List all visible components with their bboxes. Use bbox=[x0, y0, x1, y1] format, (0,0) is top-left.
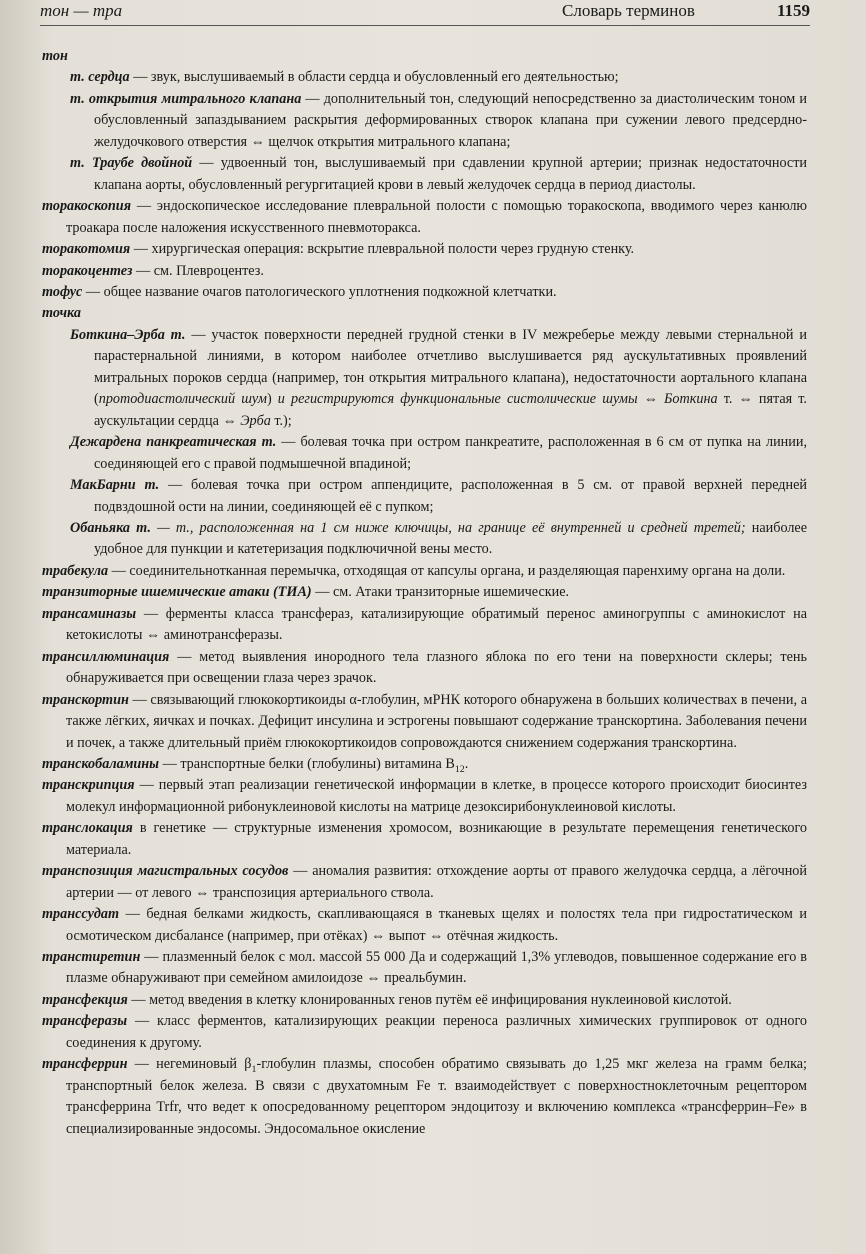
headword: транстиретин bbox=[42, 949, 141, 966]
definition: — ферменты класса трансфераз, катализирующие обратимый перенос аминогруппы с аминокислот на кетокислоты ⇔ аминотрансферазы. bbox=[66, 605, 807, 644]
running-header bbox=[40, 0, 810, 24]
definition: т.); bbox=[270, 412, 292, 429]
header-rule bbox=[40, 25, 810, 26]
definition: — участок поверхности передней грудной стенки в IV межреберье между левыми стернальной и парастернальной линиями, в котором наиболее отчетливо выслушивается ряд аускультативных проявлений митральных пороков сердца (например, тон открытия митрального клапана), недостаточности аортального клапана ( bbox=[94, 326, 807, 408]
definition: — бедная белками жидкость, скапливающаяся в тканевых щелях и полостях тела при гидростатическом и осмотическом дисбалансе (например, при отёках) ⇔ выпот ⇔ отёчная жидкость. bbox=[66, 906, 807, 944]
entry-transsudat bbox=[42, 904, 807, 947]
subscript: 12 bbox=[454, 763, 465, 775]
definition: — транспортные белки (глобулины) витамина B bbox=[159, 755, 455, 772]
headword: транскортин bbox=[42, 691, 129, 708]
definition: — класс ферментов, катализирующих реакции переноса различных химических группировок от одного соединения к другому. bbox=[66, 1013, 807, 1051]
headword: трабекула bbox=[42, 562, 109, 579]
entry-tochka bbox=[42, 303, 807, 324]
definition: — метод введения в клетку клонированных генов путём её инфицирования нуклеиновой кислотой. bbox=[127, 991, 732, 1008]
definition: — эндоскопическое исследование плевральной полости с помощью торакоскопа, вводимого через канюлю троакара после наложения искусственного пневмоторакса. bbox=[66, 198, 807, 236]
sub-headword: т. открытия митрального клапана bbox=[70, 90, 302, 107]
subscript: 1 bbox=[251, 1064, 257, 1076]
headword: транскрипция bbox=[42, 777, 135, 794]
sub-headword: т. сердца bbox=[70, 69, 130, 86]
headword: транскобаламины bbox=[42, 755, 160, 772]
entry-transkripciya bbox=[42, 775, 807, 818]
entry-transferazy bbox=[42, 1011, 807, 1054]
sub-headword: т. Траубе двойной bbox=[70, 155, 193, 172]
headword: торакоцентез bbox=[42, 262, 133, 279]
definition-italic: протодиастолический шум bbox=[98, 391, 267, 408]
definition-italic: — т., расположенная на 1 см ниже ключицы, на границе её внутренней и средней третей; bbox=[150, 519, 746, 536]
definition: . bbox=[464, 755, 469, 772]
definition: — аномалия развития: отхождение аорты от правого желудочка сердца, а лёгочной артерии — от левого ⇔ транспозиция артериального ствола. bbox=[66, 863, 807, 901]
headword: трансферазы bbox=[42, 1013, 128, 1030]
cross-reference: Эрба bbox=[240, 412, 271, 429]
entry-transpoziciya bbox=[42, 861, 807, 904]
entry-tofus bbox=[42, 282, 807, 303]
definition: — связывающий глюкокортикоиды α-глобулин, мРНК которого обнаружена в больших количествах в печени, а также лёгких, яичках и почках. Дефицит инсулина и эстрогены повышают содержание транскортина. Заболевания печени и почек, а также длительный приём глюкокортикоидов сопровождаются снижением содержания транскортина. bbox=[66, 691, 807, 751]
definition-italic: и регистрируются функциональные систолические шумы bbox=[277, 391, 638, 408]
entry-ton bbox=[42, 46, 807, 67]
definition: — метод выявления инородного тела глазного яблока по его тени на поверхности склеры; тень обнаруживается при освещении глаза через зрачок. bbox=[66, 648, 807, 687]
headword: трансфекция bbox=[42, 991, 128, 1008]
definition: — звук, выслушиваемый в области сердца и обусловленный его деятельностью; bbox=[129, 69, 619, 86]
definition: — болевая точка при остром панкреатите, расположенная в 6 см от пупка на линии, соединяющей его с правой подмышечной впадиной; bbox=[94, 434, 807, 472]
entry-torakoskopiya bbox=[42, 196, 807, 239]
subentry-t-traube bbox=[70, 153, 808, 196]
headword: трансаминазы bbox=[42, 605, 137, 622]
sub-headword: Обаньяка т. bbox=[70, 519, 151, 536]
definition: ⇔ bbox=[637, 391, 665, 408]
entry-transferrin bbox=[42, 1054, 807, 1140]
subentry-mcburney bbox=[70, 475, 808, 518]
definition: — общее название очагов патологического уплотнения подкожной клетчатки. bbox=[82, 283, 557, 300]
entry-trabekula bbox=[42, 561, 807, 582]
subentry-botkin-erb bbox=[70, 325, 807, 432]
definition: — см. Атаки транзиторные ишемические. bbox=[311, 584, 570, 601]
definition: — удвоенный тон, выслушиваемый при сдавлении крупной артерии; признак недостаточности клапана аорты, обусловленный регургитацией крови в левый желудочек сердца в период диастолы. bbox=[94, 155, 808, 193]
headword: трансиллюминация bbox=[42, 648, 170, 665]
definition: — соединительнотканная перемычка, отходящая от капсулы органа, и разделяющая паренхиму органа на доли. bbox=[108, 562, 786, 579]
headword: транзиторные ишемические атаки bbox=[42, 584, 270, 601]
definition: — хирургическая операция: вскрытие плевральной полости через грудную стенку. bbox=[130, 241, 635, 258]
sub-headword: Дежардена панкреатическая т. bbox=[70, 434, 277, 451]
glossary-text bbox=[42, 46, 807, 1140]
headword: транссудат bbox=[42, 906, 120, 923]
entry-torakocentez bbox=[42, 261, 807, 282]
sub-headword: Боткина–Эрба т. bbox=[70, 326, 186, 343]
definition: — см. Плевроцентез. bbox=[132, 262, 264, 279]
headword: транслокация bbox=[42, 820, 133, 837]
headword-abbreviation: (ТИА) bbox=[269, 584, 312, 601]
subentry-t-serdca bbox=[70, 67, 807, 88]
headword: торакотомия bbox=[42, 241, 131, 258]
header-title: Словарь терминов bbox=[562, 1, 695, 20]
entry-transtiretin bbox=[42, 947, 807, 990]
definition: наиболее удобное для пункции и катетеризация подключичной вены место. bbox=[94, 519, 808, 558]
headword: трансферрин bbox=[42, 1056, 128, 1073]
subentry-dejardin bbox=[70, 432, 807, 475]
definition: в генетике — структурные изменения хромосом, возникающие в результате перемещения генетического материала. bbox=[66, 820, 807, 858]
entry-torakotomiya bbox=[42, 239, 807, 260]
subentry-t-otkrytiya bbox=[70, 89, 807, 153]
definition: -глобулин плазмы, способен обратимо связывать до 1,25 мкг железа на грамм белка; транспортный белок железа. В связи с двухатомным Fe т. взаимодействует с поверхностноклеточным рецептором трансферрина Trfr, что ведет к опосредованному рецептором эндоцитозу и включению комплекса «трансферрин–Fe» в специализированные эндосомы. Эндосомальное окисление bbox=[66, 1056, 807, 1137]
definition: — негеминовый β bbox=[127, 1056, 252, 1073]
subentry-obanyak bbox=[70, 518, 808, 561]
headword: точка bbox=[42, 305, 81, 322]
entry-transillyuminaciya bbox=[42, 647, 807, 690]
headword: тофус bbox=[42, 283, 83, 300]
definition: — дополнительный тон, следующий непосредственно за диастолическим тоном и обусловленный запаздыванием раскрытия деформированных створок клапана при сужении левого предсердно-желудочкового отверстия ⇔ щелчок открытия митрального клапана; bbox=[94, 90, 807, 150]
entry-transfekciya bbox=[42, 990, 807, 1011]
page-number: 1159 bbox=[776, 1, 810, 20]
entry-translokaciya bbox=[42, 818, 807, 861]
definition: — плазменный белок с мол. массой 55 000 Да и содержащий 1,3% углеводов, повышенное содержание его в плазме обнаруживают при семейном амилоидозе ⇔ преальбумин. bbox=[66, 949, 807, 987]
sub-headword: МакБарни т. bbox=[70, 477, 160, 494]
headword: транспозиция магистральных сосудов bbox=[42, 863, 289, 880]
entry-transaminazy bbox=[42, 604, 807, 647]
definition: — болевая точка при остром аппендиците, расположенная в 5 см. от правой верхней передней подвздошной ости на линии, соединяющей её с пупком; bbox=[94, 477, 808, 515]
headword: торакоскопия bbox=[42, 198, 132, 215]
entry-tia bbox=[42, 582, 807, 603]
entry-transkortin bbox=[42, 690, 807, 754]
header-guide-words: тон — тра bbox=[40, 1, 123, 20]
cross-reference: Боткина bbox=[664, 391, 718, 408]
entry-transkobalaminy bbox=[42, 754, 807, 775]
definition: ) bbox=[266, 391, 278, 408]
definition: — первый этап реализации генетической информации в клетке, в процессе которого происходит биосинтез молекул информационной рибонуклеиновой кислоты на матрице дезоксирибонуклеиновой кислоты. bbox=[66, 777, 807, 815]
headword: тон bbox=[42, 48, 68, 64]
definition: т. ⇔ пятая т. аускультации сердца ⇔ bbox=[94, 391, 807, 429]
